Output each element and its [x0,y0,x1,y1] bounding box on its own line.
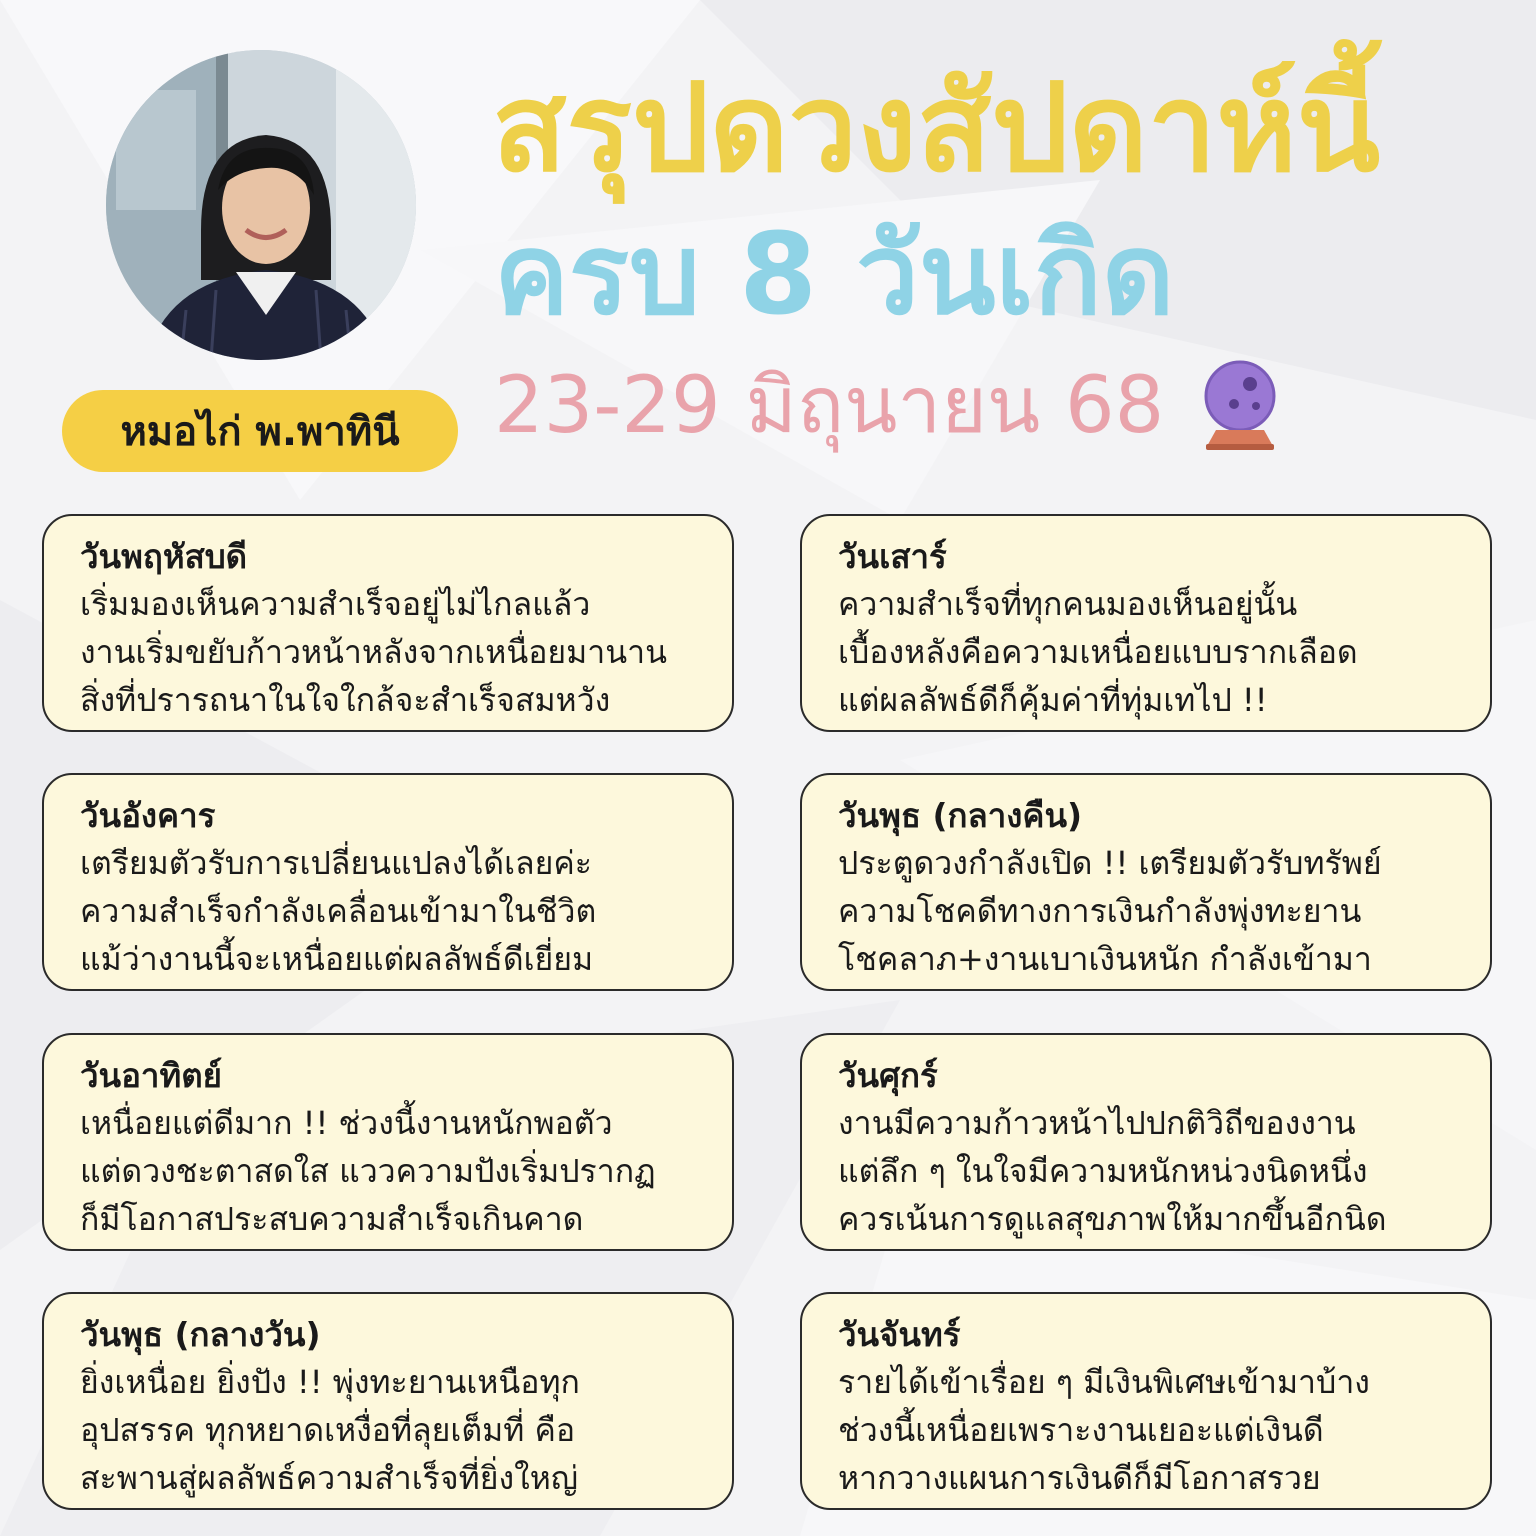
card-wednesday-day [42,1292,734,1510]
card-day: วันพุธ (กลางวัน) [80,1315,321,1354]
card-line: แต่ดวงชะตาสดใส แววความปังเริ่มปรากฏ [80,1152,656,1190]
card-line: หากวางแผนการเงินดีก็มีโอกาสรวย [838,1459,1321,1497]
card-friday [800,1033,1492,1251]
card-sunday [42,1033,734,1251]
date-range: 23-29 มิถุนายน 68 [494,361,1165,451]
crystal-ball-icon [1198,358,1282,452]
card-monday [800,1292,1492,1510]
card-day: วันเสาร์ [838,537,947,576]
card-line: ควรเน้นการดูแลสุขภาพให้มากขึ้นอีกนิด [838,1200,1387,1238]
card-line: สะพานสู่ผลลัพธ์ความสำเร็จที่ยิ่งใหญ่ [80,1459,579,1497]
card-tuesday [42,773,734,991]
title-line1: สรุปดวงสัปดาห์นี้ [492,57,1381,199]
card-line: ยิ่งเหนื่อย ยิ่งปัง !! พุ่งทะยานเหนือทุก [80,1363,580,1401]
card-line: ประตูดวงกำลังเปิด !! เตรียมตัวรับทรัพย์ [838,844,1382,882]
card-line: อุปสรรค ทุกหยาดเหงื่อที่ลุยเต็มที่ คือ [80,1411,576,1449]
card-day: วันพุธ (กลางคืน) [838,796,1083,835]
card-line: เริ่มมองเห็นความสำเร็จอยู่ไม่ไกลแล้ว [80,585,591,623]
card-day: วันจันทร์ [838,1315,961,1354]
card-wednesday-night [800,773,1492,991]
card-line: เหนื่อยแต่ดีมาก !! ช่วงนี้งานหนักพอตัว [80,1104,613,1142]
card-day: วันพฤหัสบดี [80,537,248,576]
card-line: เตรียมตัวรับการเปลี่ยนแปลงได้เลยค่ะ [80,844,592,882]
card-line: ก็มีโอกาสประสบความสำเร็จเกินคาด [80,1200,584,1238]
card-line: ความสำเร็จที่ทุกคนมองเห็นอยู่นั้น [838,585,1298,623]
card-line: งานเริ่มขยับก้าวหน้าหลังจากเหนื่อยมานาน [80,633,667,671]
name-badge [62,390,458,472]
card-line: โชคลาภ+งานเบาเงินหนัก กำลังเข้ามา [838,940,1372,978]
name-label: หมอไก่ พ.พาทินี [120,409,400,455]
card-saturday [800,514,1492,732]
card-day: วันศุกร์ [838,1056,938,1095]
card-line: เบื้องหลังคือความเหนื่อยแบบรากเลือด [838,633,1358,671]
card-line: รายได้เข้าเรื่อย ๆ มีเงินพิเศษเข้ามาบ้าง [838,1363,1370,1401]
card-line: สิ่งที่ปรารถนาในใจใกล้จะสำเร็จสมหวัง [80,681,611,719]
card-line: แต่ลึก ๆ ในใจมีความหนักหน่วงนิดหนึ่ง [838,1152,1368,1190]
card-day: วันอังคาร [80,796,216,835]
card-thursday [42,514,734,732]
card-day: วันอาทิตย์ [80,1056,222,1095]
card-line: ความสำเร็จกำลังเคลื่อนเข้ามาในชีวิต [80,892,597,930]
title-line2: ครบ 8 วันเกิด [494,210,1175,340]
card-line: ความโชคดีทางการเงินกำลังพุ่งทะยาน [838,892,1362,930]
profile-photo [106,50,416,360]
date-row [494,350,1494,460]
card-line: ช่วงนี้เหนื่อยเพราะงานเยอะแต่เงินดี [838,1411,1324,1449]
card-line: แต่ผลลัพธ์ดีก็คุ้มค่าที่ทุ่มเทไป !! [838,681,1268,719]
card-line: งานมีความก้าวหน้าไปปกติวิถีของงาน [838,1104,1356,1142]
card-line: แม้ว่างานนี้จะเหนื่อยแต่ผลลัพธ์ดีเยี่ยม [80,940,594,978]
